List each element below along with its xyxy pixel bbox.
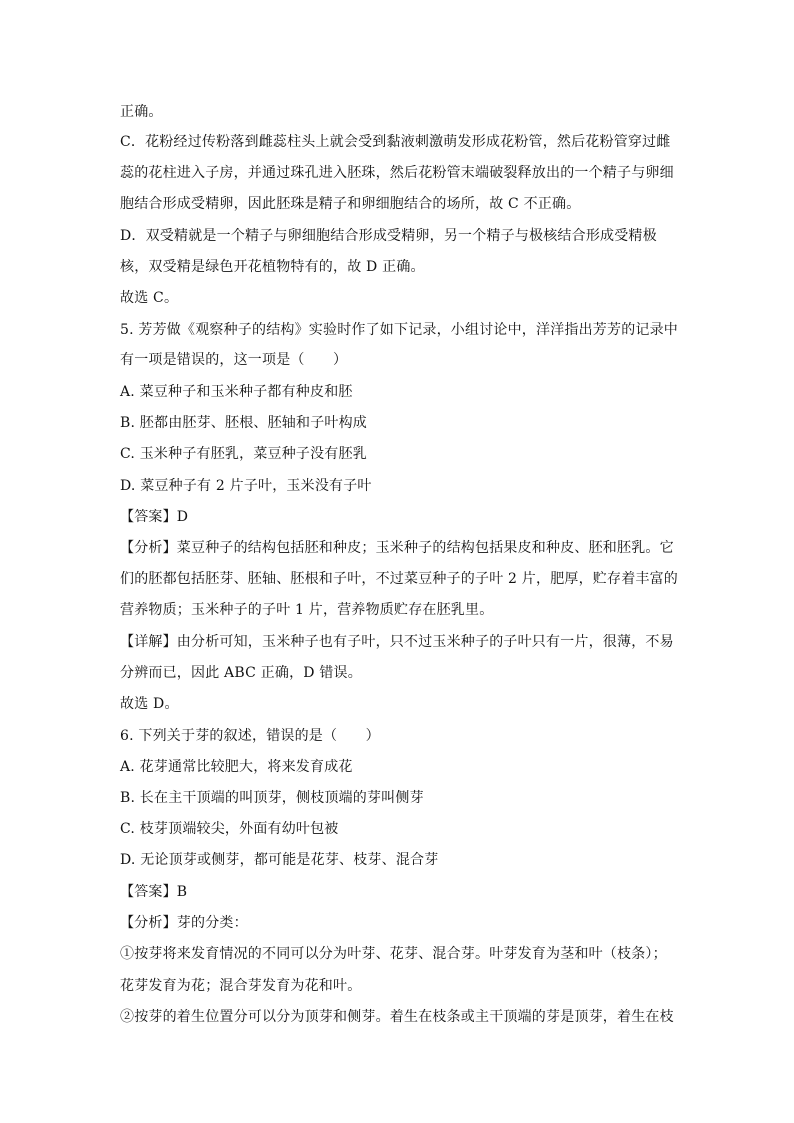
option-b: B. 胚都由胚芽、胚根、胚轴和子叶构成: [120, 415, 367, 431]
option-d: D. 菜豆种子有 2 片子叶，玉米没有子叶: [120, 478, 372, 494]
option-c: C. 玉米种子有胚乳，菜豆种子没有胚乳: [120, 446, 367, 462]
text-line: 正确。: [120, 104, 163, 120]
text-line: C．花粉经过传粉落到雌蕊柱头上就会受到黏液刺激萌发形成花粉管，然后花粉管穿过雌: [120, 134, 671, 150]
text-line: 故选 C。: [120, 290, 179, 306]
option-b: B. 长在主干顶端的叫顶芽，侧枝顶端的芽叫侧芽: [120, 790, 424, 806]
analysis-line: 花芽发育为花；混合芽发育为花和叶。: [120, 978, 362, 994]
option-d: D. 无论顶芽或侧芽，都可能是花芽、枝芽、混合芽: [120, 852, 439, 868]
analysis-line: 【分析】芽的分类：: [120, 915, 248, 931]
conclusion-line: 故选 D。: [120, 696, 179, 712]
question-stem: 有一项是错误的，这一项是（ ）: [120, 352, 348, 368]
answer-line: 【答案】D: [120, 509, 189, 525]
analysis-line: 营养物质；玉米种子的子叶 1 片，营养物质贮存在胚乳里。: [120, 602, 494, 618]
detail-line: 分辨而已，因此 ABC 正确，D 错误。: [120, 665, 362, 681]
analysis-line: ②按芽的着生位置分可以分为顶芽和侧芽。着生在枝条或主干顶端的芽是顶芽，着生在枝: [120, 1009, 674, 1025]
analysis-line: 们的胚都包括胚芽、胚轴、胚根和子叶，不过菜豆种子的子叶 2 片，肥厚，贮存着丰富的: [120, 571, 679, 587]
option-a: A. 花芽通常比较肥大，将来发育成花: [120, 759, 353, 775]
question-stem: 6. 下列关于芽的叙述，错误的是（ ）: [120, 728, 380, 744]
text-line: 蕊的花柱进入子房，并通过珠孔进入胚珠，然后花粉管末端破裂释放出的一个精子与卵细: [120, 165, 674, 181]
text-line: 核，双受精是绿色开花植物特有的，故 D 正确。: [120, 259, 425, 275]
option-a: A. 菜豆种子和玉米种子都有种皮和胚: [120, 384, 353, 400]
analysis-line: ①按芽将来发育情况的不同可以分为叶芽、花芽、混合芽。叶芽发育为茎和叶（枝条）；: [120, 946, 667, 962]
text-line: 胞结合形成受精卵，因此胚珠是精子和卵细胞结合的场所，故 C 不正确。: [120, 196, 581, 212]
analysis-line: 【分析】菜豆种子的结构包括胚和种皮；玉米种子的结构包括果皮和种皮、胚和胚乳。它: [120, 540, 674, 556]
detail-line: 【详解】由分析可知，玉米种子也有子叶，只不过玉米种子的子叶只有一片，很薄，不易: [120, 634, 674, 650]
answer-line: 【答案】B: [120, 884, 188, 900]
question-stem: 5. 芳芳做《观察种子的结构》实验时作了如下记录，小组讨论中，洋洋指出芳芳的记录中: [120, 322, 679, 338]
option-c: C. 枝芽顶端较尖，外面有幼叶包被: [120, 821, 339, 837]
text-line: D．双受精就是一个精子与卵细胞结合形成受精卵，另一个精子与极核结合形成受精极: [120, 228, 657, 244]
